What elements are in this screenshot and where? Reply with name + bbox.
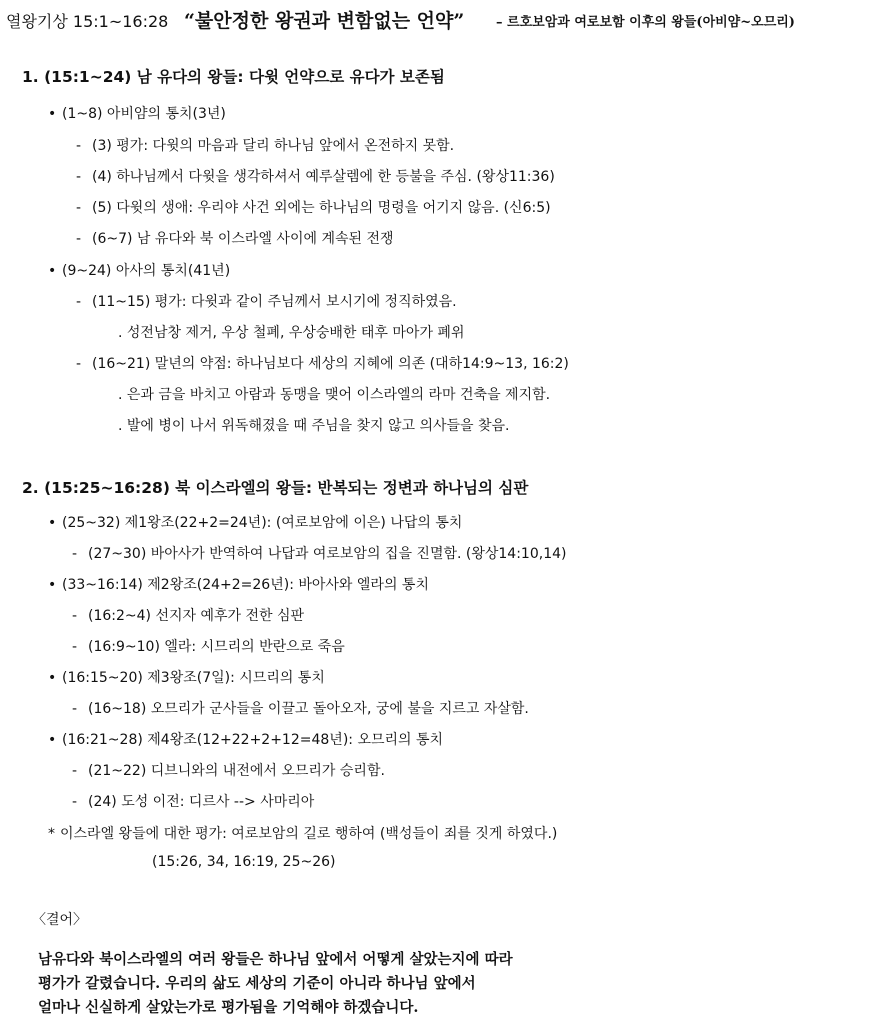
list-item: . 발에 병이 나서 위독해졌을 때 주님을 찾지 않고 의사들을 찾음. xyxy=(118,418,510,434)
note-refs: (15:26, 34, 16:19, 25~26) xyxy=(152,854,336,870)
list-item: • (16:21~28) 제4왕조(12+22+2+12=48년): 오므리의 통치 xyxy=(48,732,444,748)
list-item: - (16:9~10) 엘라: 시므리의 반란으로 죽음 xyxy=(72,639,345,655)
conclusion-line: 평가가 갈렸습니다. 우리의 삶도 세상의 기준이 아니라 하나님 앞에서 xyxy=(38,975,476,992)
list-item: • (16:15~20) 제3왕조(7일): 시므리의 통치 xyxy=(48,670,325,686)
dash-icon: - xyxy=(72,608,78,624)
sermon-subtitle: – 르호보암과 여로보함 이후의 왕들(아비얌~오므리) xyxy=(496,15,795,30)
section2-heading: 2. (15:25~16:28) 북 이스라엘의 왕들: 반복되는 정변과 하나님의 심판 xyxy=(22,479,529,497)
bullet-icon: • xyxy=(48,106,57,122)
dash-icon: - xyxy=(72,763,78,779)
note-item: * 이스라엘 왕들에 대한 평가: 여로보암의 길로 행하여 (백성들이 죄를 짓게 하였다.) xyxy=(48,826,558,842)
list-item: • (25~32) 제1왕조(22+2=24년): (여로보암에 이은) 나답의 통치 xyxy=(48,515,463,531)
section1-heading: 1. (15:1~24) 남 유다의 왕들: 다윗 언약으로 유다가 보존됨 xyxy=(22,68,445,86)
bullet-icon: • xyxy=(48,732,57,748)
asterisk-icon: * xyxy=(48,826,55,842)
list-item: - (6~7) 남 유다와 북 이스라엘 사이에 계속된 전쟁 xyxy=(76,231,394,247)
bullet-icon: • xyxy=(48,670,57,686)
bullet-icon: • xyxy=(48,263,57,279)
dash-icon: - xyxy=(72,639,78,655)
list-item: - (24) 도성 이전: 디르사 --> 사마리아 xyxy=(72,794,315,810)
list-item: • (33~16:14) 제2왕조(24+2=26년): 바아사와 엘라의 통치 xyxy=(48,577,429,593)
dash-icon: - xyxy=(76,200,82,216)
sermon-title: “불안정한 왕권과 변함없는 언약” xyxy=(184,10,465,32)
dash-icon: - xyxy=(76,231,82,247)
dash-icon: - xyxy=(76,356,82,372)
list-item: . 은과 금을 바치고 아람과 동맹을 맺어 이스라엘의 라마 건축을 제지함. xyxy=(118,387,551,403)
list-item: - (27~30) 바아사가 반역하여 나답과 여로보암의 집을 진멸함. (왕상14:10,14) xyxy=(72,546,567,562)
scripture-reference: 열왕기상 15:1~16:28 xyxy=(6,12,169,31)
conclusion-line: 남유다와 북이스라엘의 여러 왕들은 하나님 앞에서 어떻게 살았는지에 따라 xyxy=(38,951,513,968)
conclusion-line: 얼마나 신실하게 살았는가로 평가됨을 기억해야 하겠습니다. xyxy=(38,999,419,1016)
list-item: • (9~24) 아사의 통치(41년) xyxy=(48,263,231,279)
bullet-icon: • xyxy=(48,515,57,531)
conclusion-label: 〈결어〉 xyxy=(32,912,88,928)
list-item: - (5) 다윗의 생애: 우리야 사건 외에는 하나님의 명령을 어기지 않음. (신6:5) xyxy=(76,200,551,216)
list-item: - (16~21) 말년의 약점: 하나님보다 세상의 지혜에 의존 (대하14:9~13, 16:2) xyxy=(76,356,569,372)
list-item: - (3) 평가: 다윗의 마음과 달리 하나님 앞에서 온전하지 못함. xyxy=(76,138,455,154)
list-item: - (16:2~4) 선지자 예후가 전한 심판 xyxy=(72,608,305,624)
list-item: • (1~8) 아비얌의 통치(3년) xyxy=(48,106,226,122)
list-item: - (11~15) 평가: 다윗과 같이 주님께서 보시기에 정직하였음. xyxy=(76,294,457,310)
list-item: - (16~18) 오므리가 군사들을 이끌고 돌아오자, 궁에 불을 지르고 자살함. xyxy=(72,701,529,717)
dash-icon: - xyxy=(76,169,82,185)
list-item: - (21~22) 디브니와의 내전에서 오므리가 승리함. xyxy=(72,763,385,779)
dash-icon: - xyxy=(76,294,82,310)
dash-icon: - xyxy=(72,546,78,562)
list-item: . 성전남창 제거, 우상 철폐, 우상숭배한 태후 마아가 폐위 xyxy=(118,325,465,341)
list-item: - (4) 하나님께서 다윗을 생각하셔서 예루살렘에 한 등불을 주심. (왕상11:36) xyxy=(76,169,555,185)
dash-icon: - xyxy=(72,794,78,810)
dash-icon: - xyxy=(76,138,82,154)
bullet-icon: • xyxy=(48,577,57,593)
dash-icon: - xyxy=(72,701,78,717)
